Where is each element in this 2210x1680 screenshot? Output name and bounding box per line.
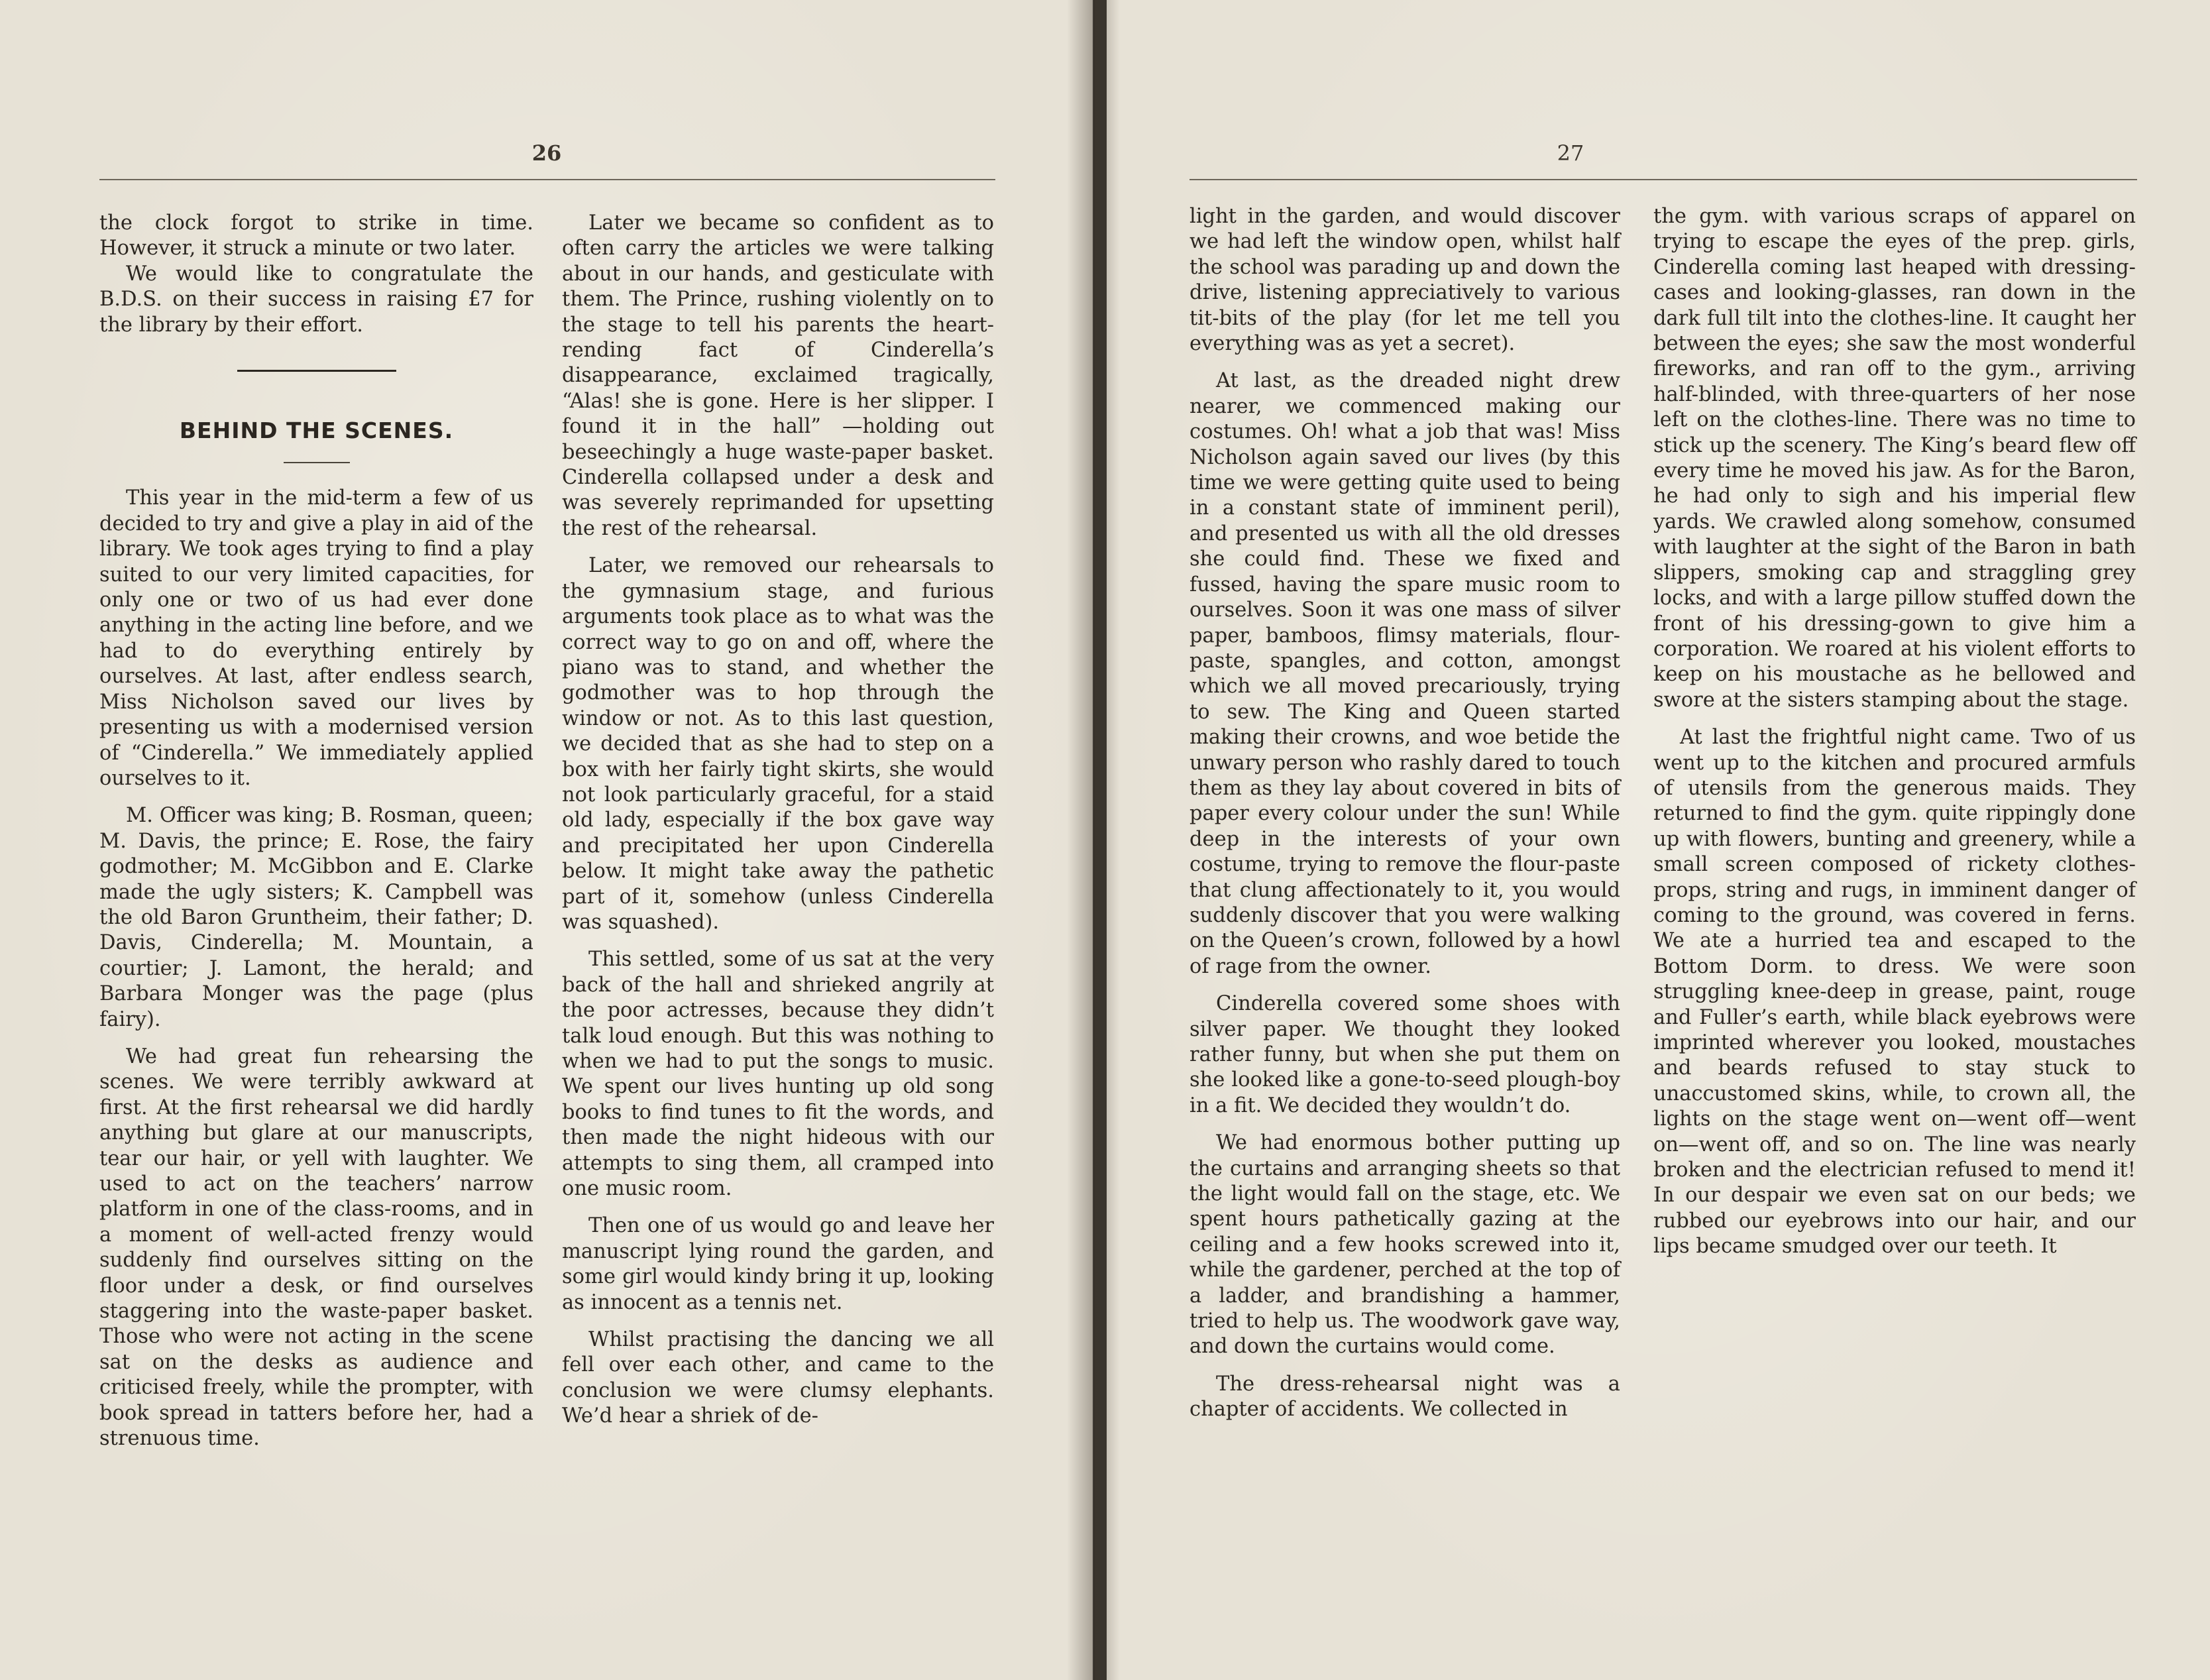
paragraph: Whilst practising the dancing we all fell over each other, and came to the conclusion we were clumsy elephants. We’d hear a shriek of de- <box>562 1328 994 1428</box>
right-page <box>1107 0 2210 1680</box>
paragraph: At last the frightful night came. Two of us went up to the kitchen and procured armfuls of utensils from the generous maids. They returned to find the gym. quite rippingly done up with flowers, bunting and greenery, while a small screen composed of rickety clothes-props, string and rugs, in imminent danger of coming to the ground, was covered in ferns. We ate a hurried tea and escaped to the Bottom Dorm. to dress. We were soon struggling knee-deep in grease, paint, rouge and Fuller’s earth, while black eyebrows were imprinted wherever you looked, moustaches and beards refused to stay stuck to unaccustomed skins, while, to crown all, the lights on the stage went on—went off—went on—went off, and so on. The line was nearly broken and the electrician refused to mend it! In our despair we even sat on our beds; we rubbed our eyebrows into our hair, and our lips became smudged over our teeth. It <box>1653 726 2136 1259</box>
left-column-2 <box>562 211 994 1429</box>
paragraph: At last, as the dreaded night drew nearer, we commenced making our costumes. Oh! what a job that was! Miss Nicholson again saved our lives (by this time we were getting quite used to being in a constant state of imminent peril), and presented us with all the old dresses she could find. These we fixed and fussed, having the spare music room to ourselves. Soon it was one mass of silver paper, bamboos, flimsy materials, flour-paste, spangles, and cotton, amongst which we all moved precariously, trying to sew. The King and Queen started making their crowns, and woe betide the unwary person who rashly dared to touch them as they lay about covered in bits of paper every colour under the sun! While deep in the interests of your own costume, trying to remove the flour-paste that clung affectionately to it, you would suddenly discover that you were walking on the Queen’s crown, followed by a howl of rage from the owner. <box>1189 369 1620 978</box>
paragraph: light in the garden, and would discover we had left the window open, whilst half the school was parading up and down the drive, listening appreciatively to various tit-bits of the play (for let me tell you everything was as yet a secret). <box>1189 205 1620 356</box>
right-column-2 <box>1653 204 2136 1260</box>
paragraph: M. Officer was king; B. Rosman, queen; M. Davis, the prince; E. Rose, the fairy godmother; M. McGibbon and E. Clarke made the ugly sisters; K. Campbell was the old Baron Gruntheim, their father; D. Davis, Cinderella; M. Mountain, a courtier; J. Lamont, the herald; and Barbara Monger was the page (plus fairy). <box>99 804 533 1031</box>
paragraph: We had great fun rehearsing the scenes. We were terribly awkward at first. At the first rehearsal we did hardly anything but glare at our manuscripts, tear our hair, or yell with laughter. We used to act on the teachers’ narrow platform in one of the class-rooms, and in a moment of well-acted frenzy would suddenly find ourselves sitting on the floor under a desk, or find ourselves staggering into the waste-paper basket. Those who were not acting in the scene sat on the desks as audience and criticised freely, while the prompter, with book spread in tatters before her, had a strenuous time. <box>99 1044 533 1451</box>
paragraph: Cinderella covered some shoes with silver paper. We thought they looked rather funny, but when she put them on she looked like a gone-to-seed plough-boy in a fit. We decided they wouldn’t do. <box>1189 992 1620 1117</box>
left-page <box>0 0 1093 1680</box>
paragraph: We had enormous bother putting up the curtains and arranging sheets so that the light would fall on the stage, etc. We spent hours pathetically gazing at the ceiling and a few hooks screwed into it, while the gardener, perched at the top of a ladder, and brandishing a hammer, tried to help us. The woodwork gave way, and down the curtains would come. <box>1189 1131 1620 1359</box>
paragraph: the gym. with various scraps of apparel on trying to escape the eyes of the prep. girls, Cinderella coming last heaped with dressing-cases and looking-glasses, ran down in the dark full tilt into the clothes-line. It caught her between the eyes; she saw the most wonderful fireworks, and ran off to the gym., arriving half-blinded, with three-quarters of her nose left on the clothes-line. There was no time to stick up the scenery. The King’s beard flew off every time he moved his jaw. As for the Baron, he had only to sigh and his imperial flew yards. We crawled along somehow, consumed with laughter at the sight of the Baron in bath slippers, smoking cap and straggling grey locks, and with a large pillow stuffed down the front of his dressing-gown to give him a corporation. We roared at his violent efforts to keep on his moustache as he bellowed and swore at the sisters stamping about the stage. <box>1653 205 2136 712</box>
header-rule-right <box>1189 179 2137 180</box>
heading-underline <box>284 462 350 463</box>
left-column-1 <box>99 211 533 1451</box>
page-number-right: 27 <box>1557 140 1584 166</box>
page-number-left: 26 <box>531 140 562 166</box>
section-divider <box>237 370 396 372</box>
paragraph: This settled, some of us sat at the very back of the hall and shrieked angrily at the poor actresses, because they didn’t talk loud enough. But this was nothing to when we had to put the songs to music. We spent our lives hunting up old song books to find tunes to fit the words, and then made the night hideous with our attempts to sing them, all cramped into one music room. <box>562 948 994 1201</box>
paragraph: We would like to congratulate the B.D.S. on their success in raising £7 for the library by their effort. <box>99 262 533 337</box>
paragraph: Later, we removed our rehearsals to the gymnasium stage, and furious arguments took place as to what was the correct way to go on and off, where the piano was to stand, and whether the godmother was to hop through the window or not. As to this last question, we decided that as she had to step on a box with her fairly tight skirts, she would not look particularly graceful, for a staid old lady, especially if the box gave way and precipitated her upon Cinderella below. It might take away the pathetic part of it, somehow (unless Cinderella was squashed). <box>562 554 994 934</box>
paragraph: the clock forgot to strike in time. However, it struck a minute or two later. <box>99 211 533 260</box>
section-heading: BEHIND THE SCENES. <box>179 418 454 444</box>
paragraph: Later we became so confident as to often carry the articles we were talking about in our hands, and gesticulate with them. The Prince, rushing violently on to the stage to tell his parents the heart-rending fact of Cinderella’s disappearance, exclaimed tragically, “Alas! she is gone. Here is her slipper. I found it in the hall” —holding out beseechingly a huge waste-paper basket. Cinderella collapsed under a desk and was severely reprimanded for upsetting the rest of the rehearsal. <box>562 211 994 540</box>
paragraph: This year in the mid-term a few of us decided to try and give a play in aid of the library. We took ages trying to find a play suited to our very limited capacities, for only one or two of us had ever done anything in the acting line before, and we had to do everything entirely by ourselves. At last, after endless search, Miss Nicholson saved our lives by presenting us with a modernised version of “Cinderella.” We immediately applied ourselves to it. <box>99 486 533 790</box>
header-rule-left <box>99 179 995 180</box>
right-column-1 <box>1189 204 1620 1423</box>
paragraph: Then one of us would go and leave her manuscript lying round the garden, and some girl would kindy bring it up, looking as innocent as a tennis net. <box>562 1214 994 1314</box>
paragraph: The dress-rehearsal night was a chapter of accidents. We collected in <box>1189 1372 1620 1422</box>
